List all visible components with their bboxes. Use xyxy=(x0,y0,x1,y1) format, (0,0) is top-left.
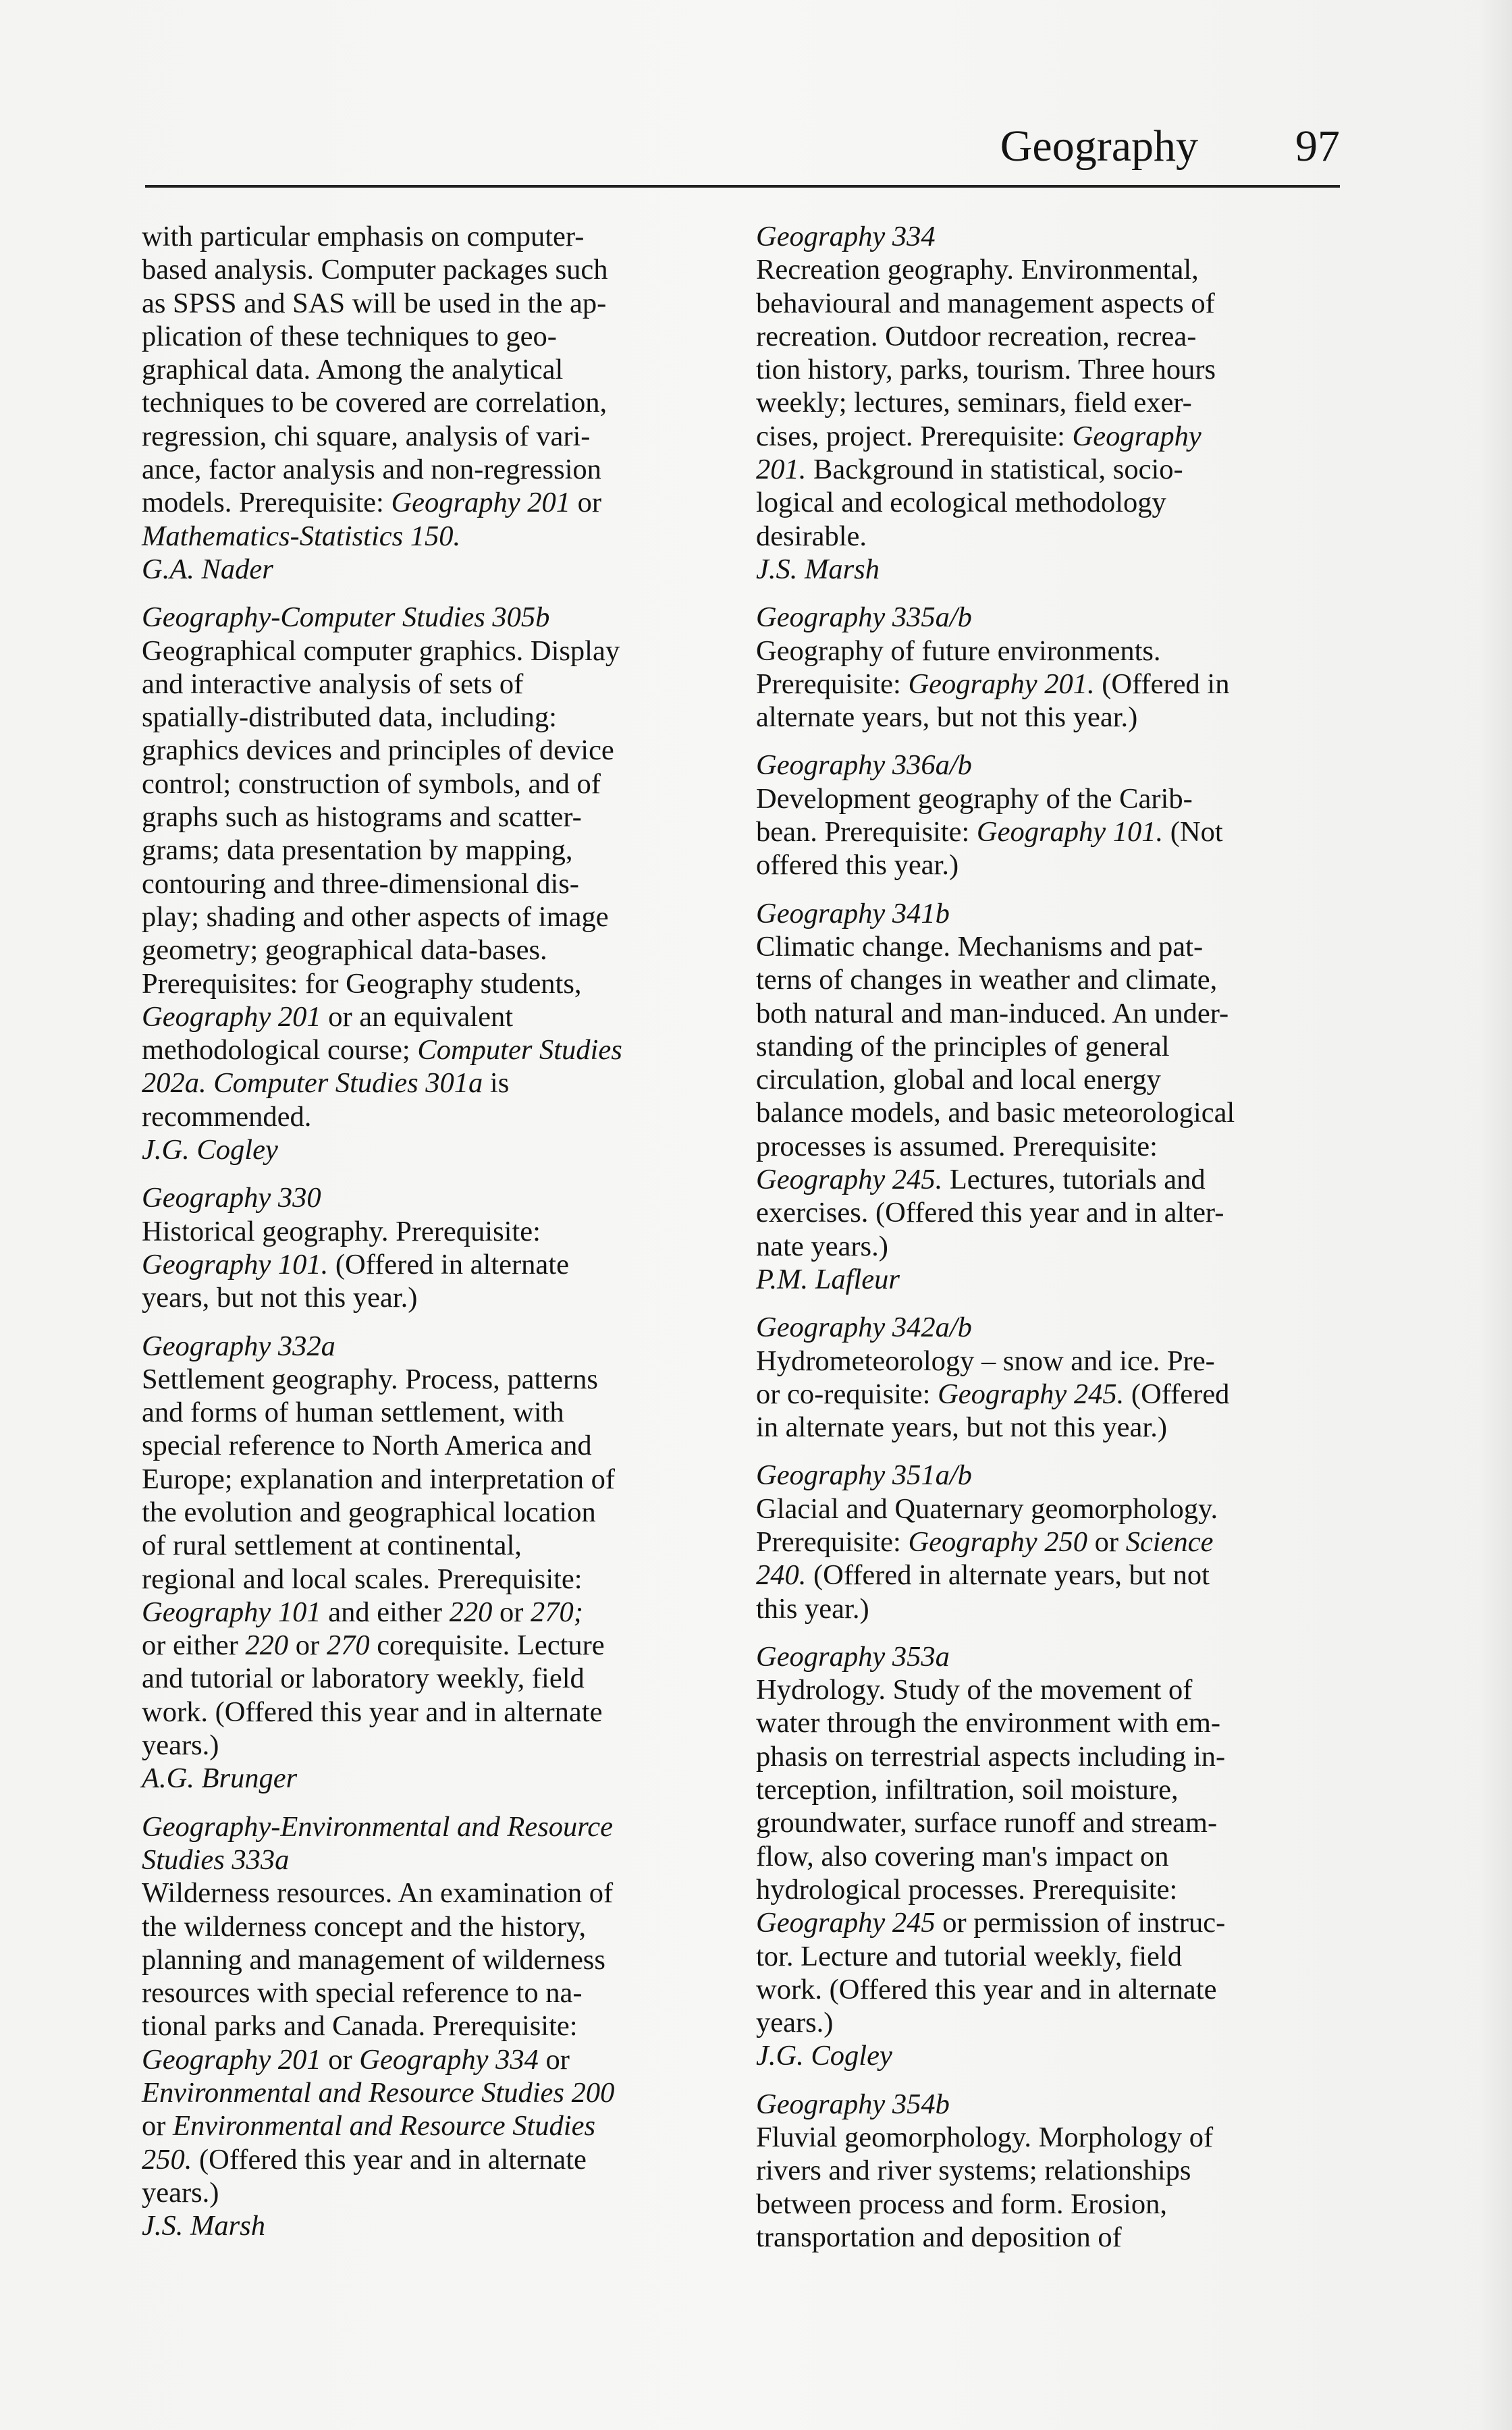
text-line: recreation. Outdoor recreation, recrea- xyxy=(756,320,1197,352)
text-line: groundwater, surface runoff and stream- xyxy=(756,1807,1218,1839)
text-line: tion history, parks, tourism. Three hours xyxy=(756,354,1216,386)
text-line: Geography 354b xyxy=(756,2088,950,2120)
course-entry xyxy=(142,220,722,586)
text-line: special reference to North America and xyxy=(142,1430,592,1462)
text-line: Geography 351a/b xyxy=(756,1459,972,1492)
text-line: Geography of future environments. xyxy=(756,634,1161,667)
text-line: play; shading and other aspects of image xyxy=(142,900,609,933)
text-line: Geography 342a/b xyxy=(756,1312,972,1344)
course-entry xyxy=(756,1459,1336,1625)
text-line: Geography 334 xyxy=(756,221,936,252)
text-line: Mathematics-Statistics 150. xyxy=(142,520,461,552)
page-number: 97 xyxy=(1295,122,1340,171)
text-line: J.G. Cogley xyxy=(756,2040,892,2072)
text-line: hydrological processes. Prerequisite: xyxy=(756,1873,1178,1906)
text-line: 202a. Computer Studies 301a is xyxy=(142,1067,510,1100)
text-line: of rural settlement at continental, xyxy=(142,1530,522,1562)
text-line: grams; data presentation by mapping, xyxy=(142,834,573,867)
text-line: regression, chi square, analysis of vari- xyxy=(142,420,591,452)
text-line: terception, infiltration, soil moisture, xyxy=(756,1774,1179,1806)
text-line: 240. (Offered in alternate years, but not xyxy=(756,1559,1210,1592)
text-line: phasis on terrestrial aspects including in- xyxy=(756,1740,1226,1773)
page-edge-shadow xyxy=(1480,0,1512,2430)
text-line: Prerequisites: for Geography students, xyxy=(142,967,582,1000)
course-entry xyxy=(142,1181,722,1314)
text-line: planning and management of wilderness xyxy=(142,1943,605,1976)
text-line: geometry; geographical data-bases. xyxy=(142,934,547,967)
text-line: Environmental and Resource Studies 200 xyxy=(142,2077,615,2109)
course-entry xyxy=(142,1330,722,1796)
text-line: Geography-Computer Studies 305b xyxy=(142,601,550,634)
text-line: Prerequisite: Geography 201. (Offered in xyxy=(756,668,1230,700)
text-line: Geographical computer graphics. Display xyxy=(142,634,620,667)
text-line: Geography 330 xyxy=(142,1182,321,1214)
text-line: bean. Prerequisite: Geography 101. (Not xyxy=(756,816,1223,848)
text-line: Development geography of the Carib- xyxy=(756,782,1193,815)
text-line: in alternate years, but not this year.) xyxy=(756,1411,1167,1444)
text-line: Geography 336a/b xyxy=(756,749,972,782)
text-line: years.) xyxy=(142,2176,219,2209)
text-line: desirable. xyxy=(756,520,867,552)
text-line: or either 220 or 270 corequisite. Lecture xyxy=(142,1629,605,1662)
text-line: years.) xyxy=(756,2007,834,2039)
text-line: G.A. Nader xyxy=(142,553,273,585)
text-line: work. (Offered this year and in alternate xyxy=(756,1973,1217,2005)
text-line: regional and local scales. Prerequisite: xyxy=(142,1563,583,1595)
text-line: resources with special reference to na- xyxy=(142,1977,583,2009)
text-line: tional parks and Canada. Prerequisite: xyxy=(142,2010,578,2043)
text-line: graphs such as histograms and scatter- xyxy=(142,801,582,834)
text-line: 250. (Offered this year and in alternate xyxy=(142,2143,587,2176)
text-line: models. Prerequisite: Geography 201 or xyxy=(142,487,602,519)
course-entry xyxy=(756,1640,1336,2073)
text-line: rivers and river systems; relationships xyxy=(756,2155,1191,2187)
text-line: cises, project. Prerequisite: Geography xyxy=(756,420,1202,452)
text-line: Geography 101 and either 220 or 270; xyxy=(142,1596,583,1628)
text-line: with particular emphasis on computer- xyxy=(142,221,585,252)
text-line: graphical data. Among the analytical xyxy=(142,354,564,386)
text-line: as SPSS and SAS will be used in the ap- xyxy=(142,287,607,319)
text-line: the wilderness concept and the history, xyxy=(142,1910,587,1943)
text-line: terns of changes in weather and climate, xyxy=(756,964,1218,996)
text-line: nate years.) xyxy=(756,1230,888,1262)
text-line: circulation, global and local energy xyxy=(756,1064,1161,1096)
text-line: Europe; explanation and interpretation of xyxy=(142,1463,616,1495)
text-line: alternate years, but not this year.) xyxy=(756,701,1138,734)
text-line: Fluvial geomorphology. Morphology of xyxy=(756,2122,1214,2154)
text-line: Geography 332a xyxy=(142,1330,335,1362)
text-line: logical and ecological methodology xyxy=(756,487,1166,519)
text-line: or Environmental and Resource Studies xyxy=(142,2110,595,2142)
text-line: P.M. Lafleur xyxy=(756,1263,900,1295)
text-line: or co-requisite: Geography 245. (Offered xyxy=(756,1378,1230,1410)
text-line: Geography-Environmental and Resource xyxy=(142,1810,613,1843)
left-column xyxy=(142,220,722,2258)
text-line: Settlement geography. Process, patterns xyxy=(142,1363,598,1395)
text-line: and forms of human settlement, with xyxy=(142,1397,564,1429)
text-line: Climatic change. Mechanisms and pat- xyxy=(756,930,1204,963)
text-line: standing of the principles of general xyxy=(756,1030,1170,1062)
text-line: and tutorial or laboratory weekly, field xyxy=(142,1663,585,1695)
text-line: graphics devices and principles of device xyxy=(142,734,614,767)
text-line: and interactive analysis of sets of xyxy=(142,668,524,700)
text-line: recommended. xyxy=(142,1100,312,1133)
running-head xyxy=(145,116,1340,184)
text-line: balance models, and basic meteorological xyxy=(756,1097,1235,1129)
text-line: ance, factor analysis and non-regression xyxy=(142,454,601,486)
text-line: transportation and deposition of xyxy=(756,2221,1122,2253)
text-line: offered this year.) xyxy=(756,849,959,882)
course-entry xyxy=(756,749,1336,882)
text-line: between process and form. Erosion, xyxy=(756,2188,1167,2220)
text-line: Geography 245 or permission of instruc- xyxy=(756,1907,1226,1939)
text-line: plication of these techniques to geo- xyxy=(142,320,557,352)
text-line: flow, also covering man's impact on xyxy=(756,1840,1169,1872)
text-line: water through the environment with em- xyxy=(756,1707,1221,1739)
text-line: J.G. Cogley xyxy=(142,1134,278,1166)
text-line: both natural and man-induced. An under- xyxy=(756,997,1229,1029)
text-line: Historical geography. Prerequisite: xyxy=(142,1215,541,1247)
text-line: Geography 353a xyxy=(756,1640,950,1673)
text-line: J.S. Marsh xyxy=(142,2210,265,2242)
text-line: exercises. (Offered this year and in alter- xyxy=(756,1197,1224,1229)
text-line: 201. Background in statistical, socio- xyxy=(756,454,1183,486)
text-line: Recreation geography. Environmental, xyxy=(756,254,1199,286)
course-entry xyxy=(756,2088,1336,2254)
text-line: Geography 201 or Geography 334 or xyxy=(142,2043,570,2076)
text-line: Hydrology. Study of the movement of xyxy=(756,1674,1193,1706)
text-line: Geography 335a/b xyxy=(756,601,972,634)
text-line: processes is assumed. Prerequisite: xyxy=(756,1130,1158,1162)
text-line: years.) xyxy=(142,1729,219,1762)
course-entry xyxy=(142,1810,722,2243)
text-line: methodological course; Computer Studies xyxy=(142,1034,622,1066)
text-line: Geography 245. Lectures, tutorials and xyxy=(756,1164,1206,1196)
text-line: Glacial and Quaternary geomorphology. xyxy=(756,1492,1218,1525)
text-line: the evolution and geographical location xyxy=(142,1496,596,1528)
text-line: years, but not this year.) xyxy=(142,1282,418,1314)
text-line: Geography 201 or an equivalent xyxy=(142,1000,513,1033)
right-column xyxy=(756,220,1336,2269)
header-rule xyxy=(145,185,1340,188)
text-line: contouring and three-dimensional dis- xyxy=(142,867,579,900)
text-line: tor. Lecture and tutorial weekly, field xyxy=(756,1940,1182,1972)
text-line: J.S. Marsh xyxy=(756,553,880,585)
course-entry xyxy=(756,601,1336,734)
text-line: Hydrometeorology – snow and ice. Pre- xyxy=(756,1345,1215,1377)
text-line: this year.) xyxy=(756,1592,869,1625)
text-line: A.G. Brunger xyxy=(142,1762,298,1795)
text-line: Studies 333a xyxy=(142,1843,290,1876)
text-line: Geography 341b xyxy=(756,897,950,929)
text-line: techniques to be covered are correlation, xyxy=(142,387,608,419)
text-line: weekly; lectures, seminars, field exer- xyxy=(756,387,1192,419)
course-entry xyxy=(756,220,1336,586)
course-entry xyxy=(756,897,1336,1297)
section-title: Geography xyxy=(1000,122,1198,171)
text-line: based analysis. Computer packages such xyxy=(142,254,608,286)
course-entry xyxy=(142,601,722,1166)
text-line: work. (Offered this year and in alternate xyxy=(142,1696,603,1728)
text-line: Wilderness resources. An examination of xyxy=(142,1877,614,1910)
text-line: behavioural and management aspects of xyxy=(756,287,1215,319)
course-entry xyxy=(756,1311,1336,1444)
text-line: control; construction of symbols, and of xyxy=(142,767,601,800)
text-line: Prerequisite: Geography 250 or Science xyxy=(756,1526,1214,1558)
text-line: Geography 101. (Offered in alternate xyxy=(142,1248,569,1280)
text-line: spatially-distributed data, including: xyxy=(142,701,557,734)
